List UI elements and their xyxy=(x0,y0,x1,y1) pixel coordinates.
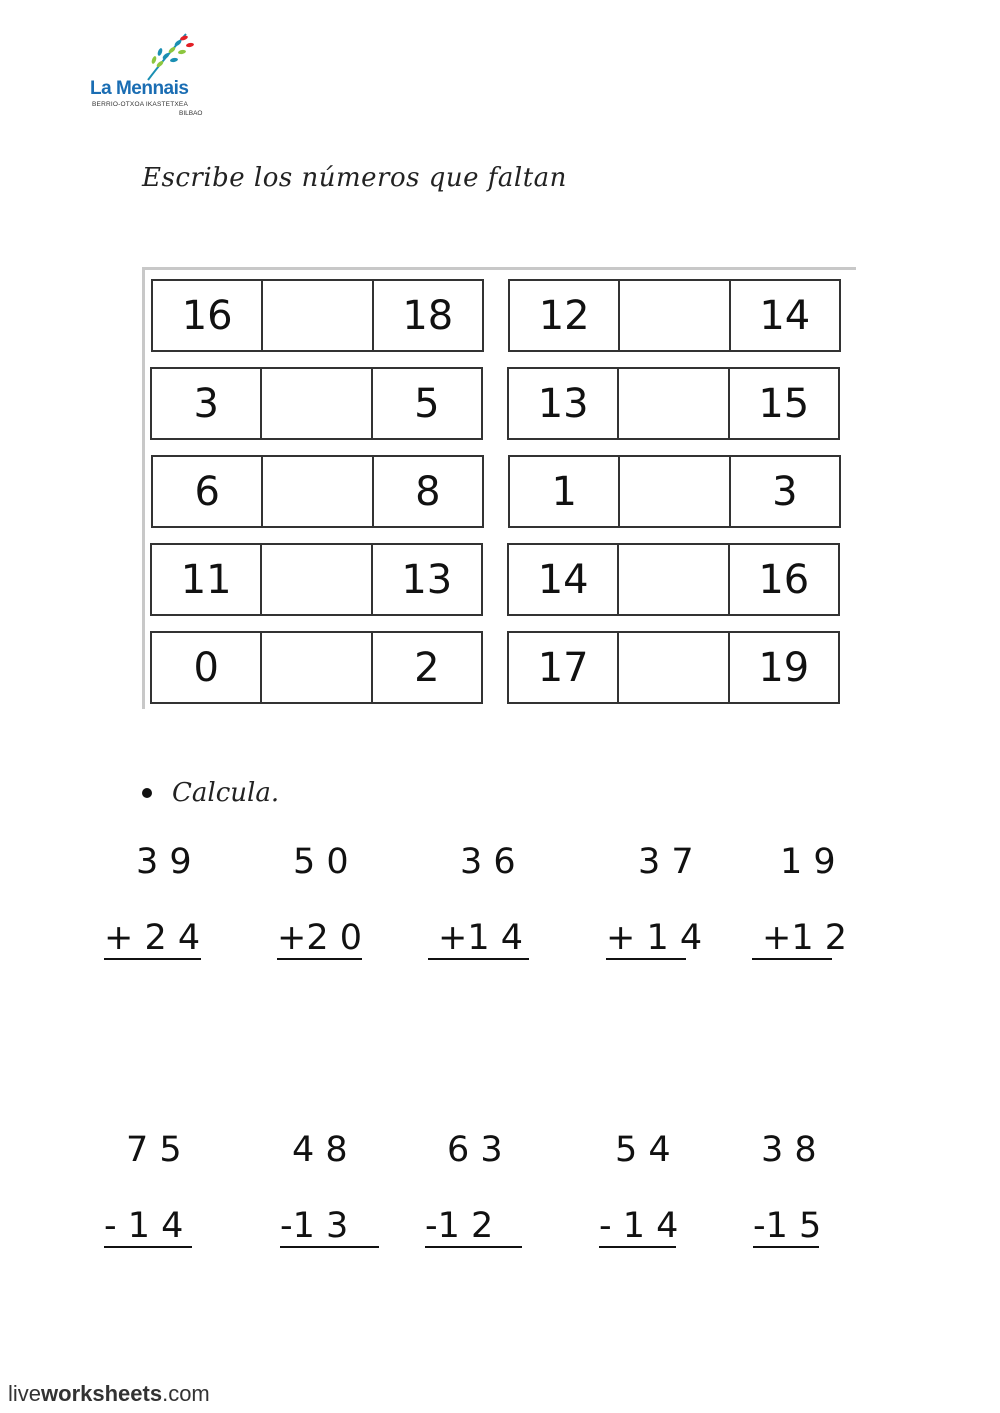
logo-city: BILBAO xyxy=(179,110,203,117)
operand-bottom: -1 3 xyxy=(280,1206,349,1246)
sum-line xyxy=(428,958,529,960)
operand-bottom: -1 5 xyxy=(753,1206,822,1246)
sum-line xyxy=(277,958,362,960)
operand-top: 6 3 xyxy=(447,1130,503,1170)
sequence-cell: 16 xyxy=(153,281,263,350)
operand-bottom: +2 0 xyxy=(277,918,362,958)
operand-top: 3 6 xyxy=(460,842,516,882)
sequence-blank[interactable] xyxy=(262,545,372,614)
operand-bottom: + 2 4 xyxy=(104,918,201,958)
operand-bottom: + 1 4 xyxy=(606,918,703,958)
sequence-blank[interactable] xyxy=(263,281,373,350)
sequence-cell: 12 xyxy=(510,281,620,350)
footer-bold: worksheets xyxy=(41,1381,163,1406)
sequence-cell: 6 xyxy=(153,457,263,526)
operand-bottom: -1 2 xyxy=(425,1206,494,1246)
operand-bottom: +1 2 xyxy=(762,918,847,958)
operand-top: 7 5 xyxy=(126,1130,182,1170)
sequence-box xyxy=(150,631,483,704)
sequence-box xyxy=(151,279,484,352)
sequence-cell: 5 xyxy=(414,380,440,427)
sequence-blank[interactable] xyxy=(619,545,729,614)
sequence-box xyxy=(507,543,840,616)
calculate-heading xyxy=(142,778,279,808)
school-logo xyxy=(88,30,218,120)
operand-top: 4 8 xyxy=(292,1130,348,1170)
operand-bottom: - 1 4 xyxy=(599,1206,679,1246)
sequence-box xyxy=(507,631,840,704)
sequence-blank[interactable] xyxy=(620,281,730,350)
sequence-blank[interactable] xyxy=(619,369,729,438)
operand-bottom: +1 4 xyxy=(438,918,523,958)
table-frame-left xyxy=(142,267,145,709)
sequence-blank[interactable] xyxy=(262,633,372,702)
difference-line xyxy=(753,1246,819,1248)
sequence-cell: 17 xyxy=(509,633,619,702)
sequence-box xyxy=(150,543,483,616)
sequence-cell: 3 xyxy=(152,369,262,438)
operand-top: 5 0 xyxy=(293,842,349,882)
sequence-cell: 14 xyxy=(509,545,619,614)
sequence-cell: 3 xyxy=(772,468,798,515)
table-frame-top xyxy=(142,267,856,270)
logo-name: La Mennais xyxy=(90,78,189,99)
bullet-icon xyxy=(142,788,152,798)
sequence-cell: 14 xyxy=(759,292,811,339)
sequence-box xyxy=(508,455,841,528)
sequence-cell: 8 xyxy=(415,468,441,515)
sequence-blank[interactable] xyxy=(262,369,372,438)
sequence-cell: 19 xyxy=(758,644,810,691)
fill-missing-instruction: Escribe los números que faltan xyxy=(142,163,567,193)
leaf-branch-icon xyxy=(138,30,198,85)
sum-line xyxy=(752,958,832,960)
sequence-cell: 11 xyxy=(152,545,262,614)
difference-line xyxy=(425,1246,522,1248)
footer-prefix: live xyxy=(8,1381,42,1406)
sequence-cell: 16 xyxy=(758,556,810,603)
sum-line xyxy=(606,958,686,960)
sequence-box xyxy=(150,367,483,440)
difference-line xyxy=(104,1246,192,1248)
sequence-box xyxy=(151,455,484,528)
footer-suffix: .com xyxy=(162,1381,210,1406)
sequence-cell: 2 xyxy=(414,644,440,691)
sequence-cell: 1 xyxy=(510,457,620,526)
sequence-cell: 15 xyxy=(758,380,810,427)
sum-line xyxy=(104,958,201,960)
sequence-box xyxy=(507,367,840,440)
operand-top: 3 7 xyxy=(638,842,694,882)
sequence-cell: 0 xyxy=(152,633,262,702)
liveworksheets-watermark xyxy=(8,1381,210,1407)
sequence-cell: 18 xyxy=(402,292,454,339)
operand-bottom: - 1 4 xyxy=(104,1206,184,1246)
operand-top: 3 9 xyxy=(136,842,192,882)
sequence-box xyxy=(508,279,841,352)
sequence-cell: 13 xyxy=(401,556,453,603)
sequence-blank[interactable] xyxy=(619,633,729,702)
sequence-cell: 13 xyxy=(509,369,619,438)
difference-line xyxy=(599,1246,676,1248)
sequence-blank[interactable] xyxy=(263,457,373,526)
operand-top: 3 8 xyxy=(761,1130,817,1170)
sequence-blank[interactable] xyxy=(620,457,730,526)
operand-top: 1 9 xyxy=(780,842,836,882)
difference-line xyxy=(280,1246,379,1248)
logo-subtitle: BERRIO-OTXOA IKASTETXEA xyxy=(92,101,188,108)
operand-top: 5 4 xyxy=(615,1130,671,1170)
calculate-instruction: Calcula. xyxy=(172,778,280,808)
